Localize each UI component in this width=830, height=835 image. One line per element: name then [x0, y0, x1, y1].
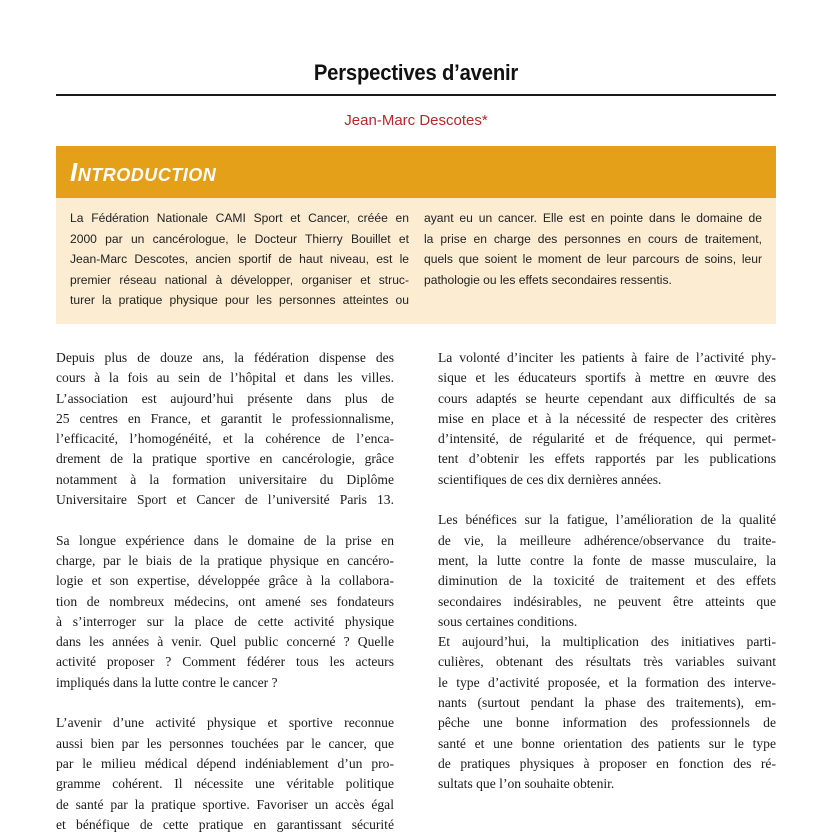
- abstract-line: 2000 par un cancérologue, le Docteur Thierry Bouillet et: [70, 231, 409, 246]
- paragraph: [56, 713, 394, 835]
- text-line: activité proposer ? Comment fédérer tous les acteurs: [56, 654, 394, 670]
- text-line: scientifiques de ces dix dernières années.: [438, 471, 662, 487]
- author-name: Jean-Marc Descotes*: [344, 112, 488, 129]
- text-line: nants (surtout pendant la phase des traitements), em-: [438, 695, 776, 711]
- text-line: à s’interroger sur la place de cette activité physique: [56, 613, 394, 629]
- text-line: de vie, la meilleure adhérence/observance du traite-: [438, 532, 776, 548]
- text-line: aussi bien par les personnes touchées par le cancer, que: [56, 735, 394, 751]
- text-line: dans les années à venir. Quel public concerné ? Quelle: [56, 634, 394, 650]
- text-line: Sa longue expérience dans le domaine de la prise en: [56, 532, 394, 548]
- text-line: L’avenir d’une activité physique et sportive reconnue: [56, 715, 394, 731]
- text-line: par le milieu médical dépend indéniablement d’un pro-: [56, 755, 394, 771]
- text-line: tion de nombreux médecins, ont amené ses fondateurs: [56, 593, 394, 609]
- abstract-line: premier réseau national à développer, organiser et struc-: [70, 272, 409, 287]
- text-line: Et aujourd’hui, la multiplication des initiatives parti-: [438, 634, 776, 650]
- text-line: drement de la pratique sportive en cancérologie, grâce: [56, 451, 394, 467]
- text-line: sultats que l’on souhaite obtenir.: [438, 776, 615, 792]
- body-left-column: [56, 348, 394, 835]
- abstract-line: ayant eu un cancer. Elle est en pointe dans le domaine de: [424, 211, 762, 225]
- text-line: diminution de la toxicité de traitement et des effets: [438, 573, 776, 589]
- text-line: et bénéfique de cette pratique en garantissant sécurité: [56, 816, 394, 832]
- text-line: gramme cohérent. Il nécessite une véritable politique: [56, 776, 394, 792]
- paragraph: [56, 348, 394, 510]
- text-line: pêche une bonne information des professionnels de: [438, 715, 776, 731]
- paragraph: [56, 531, 394, 693]
- abstract-box: [56, 198, 776, 324]
- text-line: ment, la lutte contre la fonte de masse musculaire, la: [438, 552, 776, 568]
- abstract-line: turer la pratique physique pour les personnes atteintes ou: [70, 293, 409, 308]
- paragraph-gap: [56, 693, 394, 713]
- text-line: santé et une bonne orientation des patients sur le type: [438, 735, 776, 751]
- text-line: notamment à la formation universitaire du Diplôme: [56, 471, 394, 487]
- text-line: tent d’obtenir les effets rapportés par les publications: [438, 451, 776, 467]
- text-line: impliqués dans la lutte contre le cancer ?: [56, 674, 278, 690]
- text-line: mise en place et à la nécessité de respecter des critères: [438, 410, 776, 426]
- paragraph: [438, 510, 776, 794]
- text-line: sous certaines conditions.: [438, 613, 578, 629]
- body-right-column: [438, 348, 776, 795]
- text-line: secondaires indésirables, ne peuvent être atteints que: [438, 593, 776, 609]
- text-line: Les bénéfices sur la fatigue, l’amélioration de la qualité: [438, 512, 776, 528]
- section-title: Introduction: [70, 157, 217, 187]
- page-title: Perspectives d’avenir: [313, 60, 519, 85]
- text-line: logie et son expertise, développée grâce à la collabora-: [56, 573, 394, 589]
- text-line: le type d’activité proposée, et la formation des interve-: [438, 674, 776, 690]
- abstract-left-column: [70, 208, 409, 311]
- abstract-line: quels que soient le moment de leur parcours de soins, leur: [424, 252, 762, 267]
- text-line: Universitaire Sport et Cancer de l’université Paris 13.: [56, 492, 394, 508]
- section-header-bar: [56, 146, 776, 198]
- paragraph-gap: [56, 510, 394, 530]
- text-line: culières, obtenant des résultats très variables suivant: [438, 654, 776, 670]
- text-line: d’intensité, de régularité et de fréquence, qui permet-: [438, 431, 776, 447]
- text-line: L’association est aujourd’hui présente dans plus de: [56, 390, 394, 406]
- paragraph-gap: [438, 490, 776, 510]
- text-line: de santé par la pratique sportive. Favoriser un accès égal: [56, 796, 394, 812]
- text-line: 25 centres en France, et garantit le professionnalisme,: [56, 410, 394, 426]
- abstract-line: la prise en charge des personnes en cours de traitement,: [424, 231, 762, 246]
- text-line: l’efficacité, l’homogénéité, et la cohérence de l’enca-: [56, 431, 394, 447]
- title-rule: [56, 94, 776, 96]
- abstract-right-column: [424, 208, 762, 290]
- text-line: cours à la fois au sein de l’hôpital et dans les villes.: [56, 370, 394, 386]
- text-line: de pratiques physiques à proposer en fonction des ré-: [438, 755, 776, 771]
- text-line: La volonté d’inciter les patients à faire de l’activité phy-: [438, 350, 776, 365]
- text-line: charge, par le biais de la pratique physique en cancéro-: [56, 552, 394, 568]
- abstract-line: La Fédération Nationale CAMI Sport et Cancer, créée en: [70, 211, 409, 225]
- text-line: cours adaptés se heurte cependant aux difficultés de sa: [438, 390, 776, 406]
- abstract-line: pathologie ou les effets secondaires ressentis.: [424, 272, 672, 287]
- text-line: Depuis plus de douze ans, la fédération dispense des: [56, 350, 394, 365]
- text-line: sique et les éducateurs sportifs à mettre en œuvre des: [438, 370, 776, 386]
- abstract-line: Jean-Marc Descotes, ancien sportif de haut niveau, est le: [70, 252, 409, 267]
- paragraph: [438, 348, 776, 490]
